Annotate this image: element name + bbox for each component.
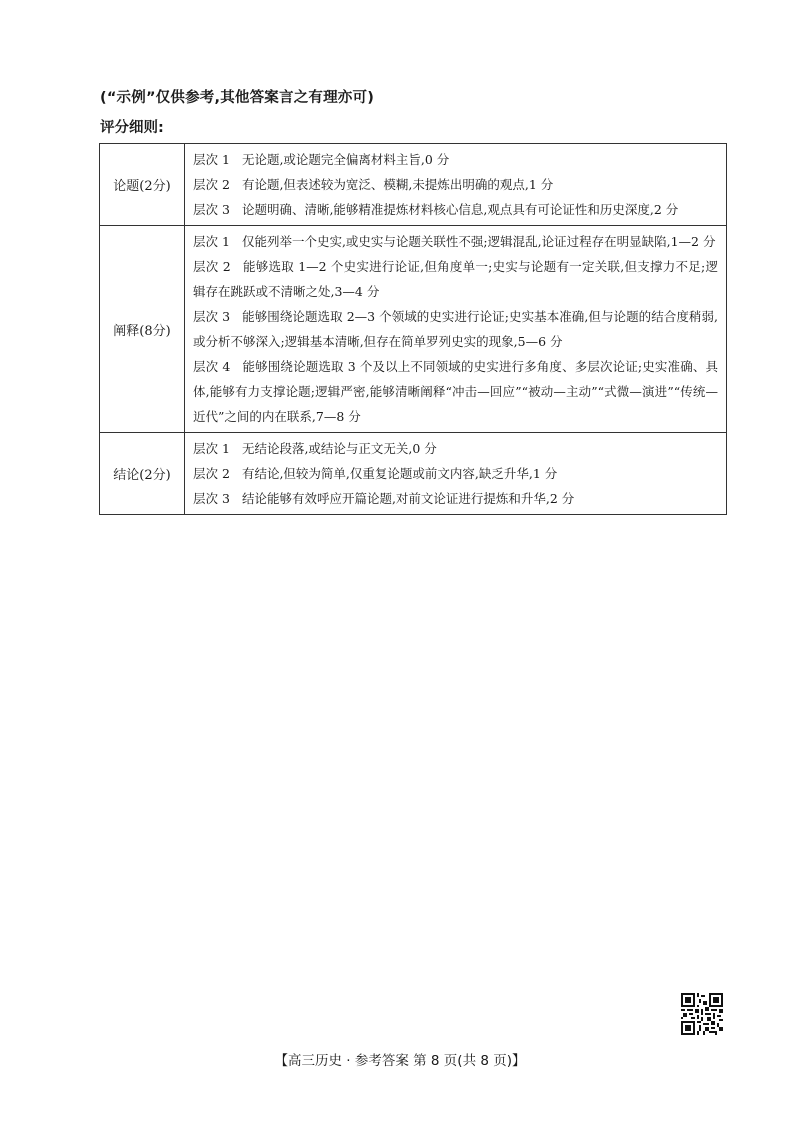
- level-item: [193, 436, 718, 461]
- level-list: [185, 433, 727, 515]
- dimension-label: 阐释(8分): [100, 226, 185, 433]
- level-item: [193, 197, 718, 222]
- rubric-row-conclusion: [100, 433, 727, 515]
- level-item: [193, 461, 718, 486]
- level-text: 结论能够有效呼应开篇论题,对前文论证进行提炼和升华,2 分: [241, 491, 575, 506]
- dimension-label: 结论(2分): [100, 433, 185, 515]
- level-item: [193, 254, 718, 304]
- page-footer: 【高三历史 · 参考答案 第 8 页(共 8 页)】: [274, 1053, 526, 1069]
- scoring-note: (“示例”仅供参考,其他答案言之有理亦可): [100, 90, 375, 106]
- level-tag: 层次 2: [193, 259, 231, 274]
- level-item: [193, 229, 718, 254]
- level-list: [185, 144, 727, 226]
- scoring-rubric-table: [99, 143, 727, 515]
- level-item: [193, 147, 718, 172]
- level-text: 有结论,但较为简单,仅重复论题或前文内容,缺乏升华,1 分: [241, 466, 558, 481]
- level-text: 无结论段落,或结论与正文无关,0 分: [241, 441, 437, 456]
- level-tag: 层次 1: [193, 441, 230, 456]
- level-text: 无论题,或论题完全偏离材料主旨,0 分: [241, 152, 450, 167]
- level-tag: 层次 3: [193, 202, 230, 217]
- level-tag: 层次 2: [193, 177, 230, 192]
- level-item: [193, 354, 718, 429]
- level-text: 论题明确、清晰,能够精准提炼材料核心信息,观点具有可论证性和历史深度,2 分: [241, 202, 679, 217]
- level-tag: 层次 1: [193, 234, 230, 249]
- level-item: [193, 172, 718, 197]
- level-tag: 层次 4: [193, 359, 231, 374]
- dimension-label: 论题(2分): [100, 144, 185, 226]
- level-tag: 层次 3: [193, 309, 231, 324]
- rubric-row-explanation: [100, 226, 727, 433]
- rubric-row-thesis: [100, 144, 727, 226]
- qr-code-icon: [681, 993, 723, 1035]
- section-heading: 评分细则:: [100, 120, 164, 136]
- level-list: [185, 226, 727, 433]
- level-text: 有论题,但表述较为宽泛、模糊,未提炼出明确的观点,1 分: [241, 177, 554, 192]
- level-text: 仅能列举一个史实,或史实与论题关联性不强;逻辑混乱,论证过程存在明显缺陷,1—2 分: [241, 234, 716, 249]
- level-item: [193, 304, 718, 354]
- level-text: 能够选取 1—2 个史实进行论证,但角度单一;史实与论题有一定关联,但支撑力不足;逻辑存在跳跃或不清晰之处,3—4 分: [193, 259, 718, 299]
- level-text: 能够围绕论题选取 2—3 个领域的史实进行论证;史实基本准确,但与论题的结合度稍弱,或分析不够深入;逻辑基本清晰,但存在简单罗列史实的现象,5—6 分: [193, 309, 718, 349]
- level-text: 能够围绕论题选取 3 个及以上不同领域的史实进行多角度、多层次论证;史实准确、具体,能够有力支撑论题;逻辑严密,能够清晰阐释“冲击—回应”“被动—主动”“式微—演进”“传统—近代”之间的内在联系,7—8 分: [193, 359, 718, 424]
- level-tag: 层次 2: [193, 466, 230, 481]
- level-item: [193, 486, 718, 511]
- level-tag: 层次 1: [193, 152, 230, 167]
- level-tag: 层次 3: [193, 491, 230, 506]
